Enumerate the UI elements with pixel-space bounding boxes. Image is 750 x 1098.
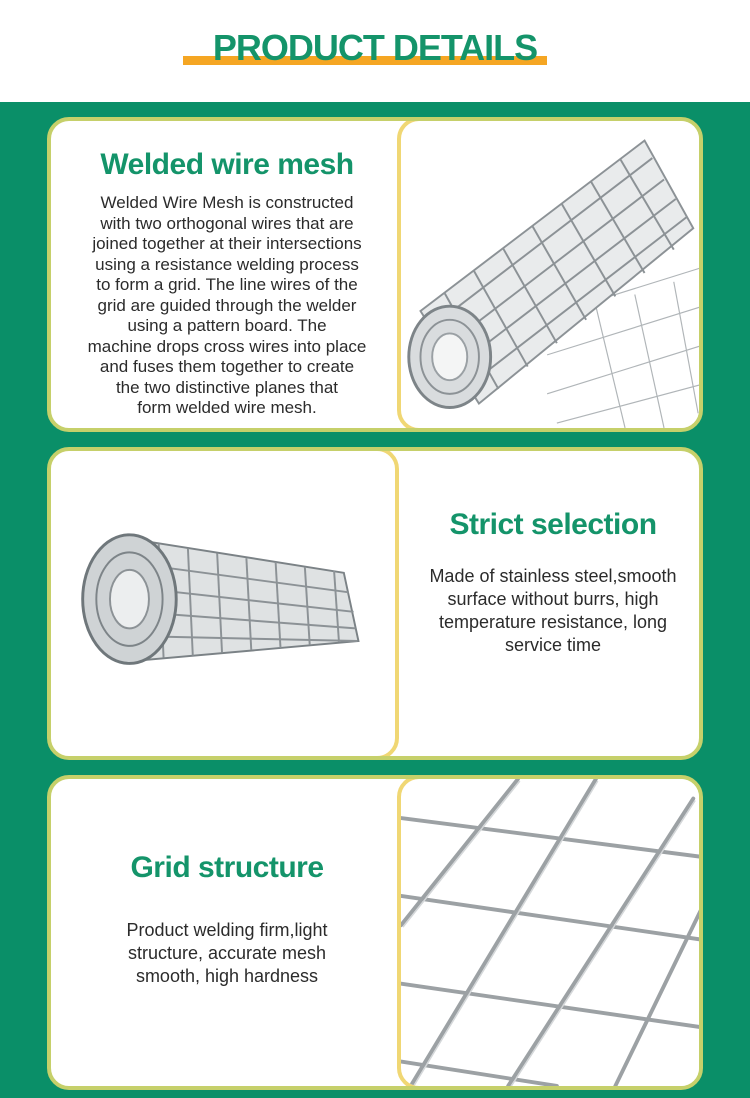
section-strict-selection <box>47 447 703 760</box>
section-body <box>403 565 703 657</box>
wire-mesh-roll-image <box>397 117 703 432</box>
wire-mesh-roll-illustration <box>401 121 703 428</box>
section-text <box>403 451 703 756</box>
body-line: Welded Wire Mesh is constructed <box>100 193 354 212</box>
page-title: PRODUCT DETAILS <box>212 27 538 68</box>
section-heading: Strict selection <box>449 508 657 541</box>
body-line: temperature resistance, long <box>438 612 668 632</box>
section-text <box>51 779 403 1086</box>
wire-mesh-grid-illustration <box>401 779 703 1086</box>
body-line: structure, accurate mesh <box>127 943 327 963</box>
section-grid-structure <box>47 775 703 1090</box>
header <box>0 0 750 102</box>
body-line: Product welding firm,light <box>126 920 328 940</box>
body-line: and fuses them together to create <box>99 357 355 376</box>
body-line: machine drops cross wires into place <box>87 336 367 356</box>
body-line: grid are guided through the welder <box>97 295 357 315</box>
section-heading: Grid structure <box>130 851 324 884</box>
body-line: using a pattern board. The <box>127 316 327 335</box>
wire-mesh-roll-side-image <box>47 447 399 760</box>
section-heading: Welded wire mesh <box>100 148 354 181</box>
body-line: using a resistance welding process <box>95 254 359 274</box>
body-line: Made of stainless steel,smooth <box>429 566 677 586</box>
body-line: the two distinctive planes that <box>115 377 339 397</box>
body-line: smooth, high hardness <box>135 966 319 986</box>
body-line: with two orthogonal wires that are <box>100 213 354 233</box>
section-body <box>51 919 403 988</box>
body-line: surface without burrs, high <box>447 589 659 609</box>
body-line: form welded wire mesh. <box>137 398 317 417</box>
section-welded-wire-mesh <box>47 117 703 432</box>
body-line: service time <box>504 635 602 655</box>
wire-mesh-grid-image <box>397 775 703 1090</box>
wire-mesh-roll-side-illustration <box>51 451 395 756</box>
section-body <box>51 193 403 419</box>
body-line: to form a grid. The line wires of the <box>96 275 358 294</box>
body-line: joined together at their intersections <box>92 234 362 253</box>
section-text <box>51 121 403 428</box>
